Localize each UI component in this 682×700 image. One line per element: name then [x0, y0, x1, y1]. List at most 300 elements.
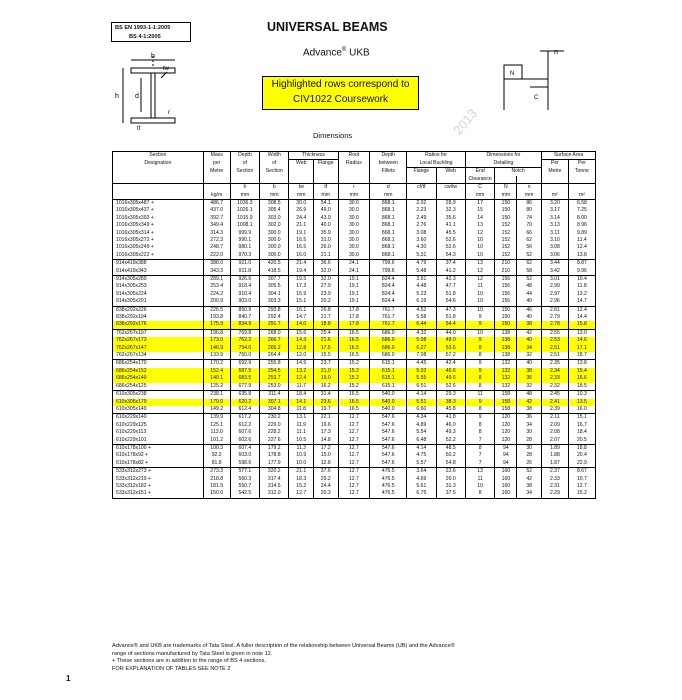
table-cell: 686.0 — [370, 352, 407, 360]
table-row — [113, 329, 596, 337]
table-cell: 160 — [495, 468, 517, 476]
table-cell: 9 — [465, 360, 494, 368]
col-radius: Radius — [338, 160, 370, 168]
table-cell: 27.9 — [313, 283, 338, 290]
table-cell: 547.6 — [370, 460, 407, 468]
table-body — [113, 199, 596, 498]
table-cell: 5.48 — [407, 268, 436, 276]
table-cell: 152 — [495, 237, 517, 244]
table-cell: 22.1 — [313, 414, 338, 422]
table-cell: 8.00 — [568, 215, 595, 222]
table-cell: 181.5 — [203, 483, 230, 490]
table-cell: 17.8 — [338, 321, 370, 329]
table-cell: 48.0 — [436, 337, 465, 344]
table-cell: 49.3 — [436, 429, 465, 436]
blank-cell — [313, 176, 338, 184]
table-cell: 603.0 — [230, 452, 259, 459]
table-cell: 18.4 — [568, 429, 595, 436]
table-cell: 36 — [517, 414, 542, 422]
table-cell: 14.6 — [568, 337, 595, 344]
table-cell: 52 — [517, 468, 542, 476]
table-cell: 8 — [465, 375, 494, 382]
table-cell: 21.1 — [289, 222, 314, 229]
table-cell: 37.4 — [436, 260, 465, 268]
col-local-buckling: Local Buckling — [407, 160, 466, 168]
watermark: 2013 — [450, 105, 481, 138]
table-cell: 612.2 — [230, 422, 259, 429]
table-cell: 311.4 — [260, 391, 289, 399]
table-cell: 40.0 — [313, 222, 338, 229]
table-cell: 14.8 — [313, 437, 338, 445]
table-cell: 289.1 — [203, 276, 230, 284]
table-cell: 2.76 — [407, 222, 436, 229]
table-cell: 38 — [517, 483, 542, 490]
table-row — [113, 375, 596, 382]
table-cell: 175.9 — [203, 321, 230, 329]
table-cell: 540.0 — [370, 391, 407, 399]
section-designation: 610x229x113 — [113, 429, 204, 436]
table-cell: 15.6 — [289, 329, 314, 337]
table-cell: 911.8 — [230, 268, 259, 276]
table-cell: 21.4 — [289, 260, 314, 268]
table-cell: 15.2 — [568, 490, 595, 498]
table-cell: 17.1 — [568, 345, 595, 352]
header-row-3b — [113, 176, 596, 184]
table-cell: 3.14 — [541, 215, 568, 222]
table-cell: 2.32 — [541, 383, 568, 391]
table-cell: 476.5 — [370, 468, 407, 476]
section-designation: 1016x305x222 + — [113, 252, 204, 260]
table-cell: 238.1 — [203, 391, 230, 399]
table-cell: 51.8 — [436, 291, 465, 298]
table-cell: 5.61 — [407, 483, 436, 490]
table-cell: 418.5 — [260, 268, 289, 276]
table-cell: 16.1 — [289, 306, 314, 314]
table-cell: 540.0 — [370, 399, 407, 406]
table-cell: 152 — [495, 222, 517, 229]
table-cell: 13.0 — [568, 329, 595, 337]
table-cell: 19.0 — [313, 375, 338, 382]
table-row — [113, 406, 596, 414]
table-cell: 30.0 — [338, 237, 370, 244]
table-cell: 4.14 — [407, 391, 436, 399]
table-cell: 32.3 — [436, 207, 465, 214]
table-cell: 5.23 — [407, 291, 436, 298]
table-cell: 29.2 — [313, 476, 338, 483]
table-cell: 12.7 — [338, 422, 370, 429]
blank-cell — [260, 176, 289, 184]
table-cell: 13.1 — [289, 414, 314, 422]
section-designation: 533x312x273 + — [113, 468, 204, 476]
table-cell: 6.75 — [407, 490, 436, 498]
table-cell: 12.7 — [338, 437, 370, 445]
table-cell: 2.78 — [541, 321, 568, 329]
blank-cell — [113, 168, 204, 176]
table-cell: 42 — [517, 399, 542, 406]
table-cell: 36.6 — [313, 260, 338, 268]
table-cell: 1026.1 — [230, 207, 259, 214]
table-cell: 47.3 — [436, 306, 465, 314]
table-cell: 918.4 — [230, 283, 259, 290]
table-cell: 30.0 — [338, 244, 370, 251]
table-cell: 25.4 — [313, 329, 338, 337]
blank-cell — [113, 192, 204, 200]
header-row-2 — [113, 160, 596, 168]
table-cell: 2.31 — [541, 483, 568, 490]
section-designation: 838x292x226 — [113, 306, 204, 314]
table-cell: 3.17 — [541, 207, 568, 214]
table-cell: 19.1 — [338, 291, 370, 298]
section-designation: 914x305x224 — [113, 291, 204, 298]
table-cell: 15.8 — [568, 321, 595, 329]
blank-cell — [407, 176, 436, 184]
table-cell: 132 — [495, 360, 517, 368]
section-designation: 1016x305x314 + — [113, 230, 204, 237]
symbol-row — [113, 184, 596, 192]
table-cell: 8 — [465, 444, 494, 452]
section-designation: 914x419x343 — [113, 268, 204, 276]
unit-n-lower: mm — [517, 192, 542, 200]
table-cell: 16.5 — [338, 352, 370, 360]
table-cell: 156 — [495, 291, 517, 298]
table-cell: 750.0 — [230, 352, 259, 360]
table-cell: 2.11 — [541, 414, 568, 422]
table-cell: 46 — [517, 306, 542, 314]
table-cell: 307.1 — [260, 399, 289, 406]
table-cell: 160 — [495, 476, 517, 483]
table-cell: 11.8 — [568, 283, 595, 290]
table-cell: 547.6 — [370, 414, 407, 422]
table-row — [113, 298, 596, 306]
table-cell: 868.1 — [370, 199, 407, 207]
table-cell: 683.5 — [230, 375, 259, 382]
table-cell: 799.6 — [370, 260, 407, 268]
sym-c: C — [465, 184, 494, 192]
table-cell: 7 — [465, 437, 494, 445]
table-cell: 10.9 — [289, 452, 314, 459]
table-cell: 28.9 — [436, 199, 465, 207]
blank-cell — [338, 168, 370, 176]
table-cell: 12.7 — [338, 460, 370, 468]
table-cell: 31.3 — [436, 483, 465, 490]
table-cell: 2.33 — [541, 476, 568, 483]
table-cell: 177.9 — [260, 460, 289, 468]
footnote-line-2: range of sections manufactured by Tata Steel is given in note 12. — [112, 650, 273, 657]
table-row — [113, 437, 596, 445]
table-cell: 86 — [517, 199, 542, 207]
table-cell: 2.51 — [541, 352, 568, 360]
table-cell: 24.1 — [338, 268, 370, 276]
header-row-1 — [113, 152, 596, 160]
col-per-2: Per — [568, 160, 595, 168]
table-cell: 16.5 — [338, 399, 370, 406]
table-cell: 16.5 — [338, 337, 370, 344]
table-cell: 43.9 — [313, 215, 338, 222]
table-cell: 607.6 — [230, 429, 259, 436]
table-cell: 754.0 — [230, 345, 259, 352]
table-cell: 173.0 — [203, 337, 230, 344]
table-cell: 40 — [517, 314, 542, 321]
col-depth: Depth — [230, 152, 259, 160]
detail-label-N: N — [510, 71, 515, 77]
table-cell: 16.6 — [568, 375, 595, 382]
table-cell: 4.34 — [407, 414, 436, 422]
section-designation: 610x229x101 — [113, 437, 204, 445]
table-row — [113, 314, 596, 321]
section-designation: 686x254x140 — [113, 375, 204, 382]
table-cell: 9.89 — [568, 230, 595, 237]
section-designation: 610x305x179 — [113, 399, 204, 406]
table-cell: 37.6 — [313, 468, 338, 476]
table-cell: 94 — [495, 444, 517, 452]
table-cell: 30.0 — [338, 252, 370, 260]
table-cell: 3.91 — [407, 276, 436, 284]
table-cell: 11.8 — [289, 406, 314, 414]
col-metre-2: Metre — [541, 168, 568, 176]
table-cell: 139.9 — [203, 414, 230, 422]
table-cell: 40 — [517, 298, 542, 306]
table-cell: 31.0 — [313, 237, 338, 244]
table-cell: 9 — [465, 399, 494, 406]
table-cell: 54.6 — [436, 298, 465, 306]
table-cell: 38.3 — [436, 399, 465, 406]
section-designation: 686x254x170 — [113, 360, 204, 368]
dimensions-table-wrapper — [112, 151, 596, 499]
table-cell: 12.4 — [568, 244, 595, 251]
table-cell: 2.07 — [541, 437, 568, 445]
table-cell: 227.6 — [260, 437, 289, 445]
sketch-label-h: h — [115, 93, 119, 100]
table-cell: 761.7 — [370, 314, 407, 321]
table-cell: 45.8 — [436, 406, 465, 414]
col-between: between — [370, 160, 407, 168]
table-cell: 320.2 — [260, 468, 289, 476]
table-cell: 7 — [465, 460, 494, 468]
table-cell: 577.1 — [230, 468, 259, 476]
sym-h: h — [230, 184, 259, 192]
table-cell: 13 — [465, 260, 494, 268]
section-designation: 762x267x197 — [113, 329, 204, 337]
sym-n-upper: N — [495, 184, 517, 192]
table-cell: 15.4 — [568, 368, 595, 375]
table-cell: 12.0 — [289, 352, 314, 360]
table-cell: 38 — [517, 321, 542, 329]
table-cell: 200.9 — [203, 298, 230, 306]
table-cell: 10.5 — [289, 437, 314, 445]
section-designation: 610x229x140 — [113, 414, 204, 422]
table-cell: 476.5 — [370, 483, 407, 490]
table-cell: 5.08 — [407, 337, 436, 344]
table-cell: 312.0 — [260, 490, 289, 498]
header-row-3 — [113, 168, 596, 176]
table-cell: 31.4 — [313, 391, 338, 399]
table-cell: 178.8 — [260, 452, 289, 459]
table-cell: 19.1 — [338, 283, 370, 290]
table-row — [113, 283, 596, 290]
table-row — [113, 468, 596, 476]
table-cell: 12.7 — [338, 483, 370, 490]
table-cell: 921.0 — [230, 260, 259, 268]
table-cell: 7.08 — [407, 352, 436, 360]
table-cell: 21.7 — [313, 314, 338, 321]
blank-cell — [436, 176, 465, 184]
table-cell: 10 — [465, 252, 494, 260]
table-cell: 30.0 — [338, 222, 370, 229]
table-cell: 52.2 — [436, 437, 465, 445]
table-cell: 13.8 — [568, 252, 595, 260]
table-cell: 5.02 — [407, 368, 436, 375]
table-cell: 34 — [517, 345, 542, 352]
table-cell: 692.9 — [230, 360, 259, 368]
table-cell: 150 — [495, 207, 517, 214]
table-cell: 26.8 — [313, 306, 338, 314]
table-cell: 158 — [495, 406, 517, 414]
table-cell: 4.89 — [407, 422, 436, 429]
table-cell: 21.0 — [313, 368, 338, 375]
col-fillets: Fillets — [370, 168, 407, 176]
table-cell: 392.7 — [203, 215, 230, 222]
sketch-label-tf: tf — [137, 126, 141, 130]
table-cell: 30.0 — [338, 199, 370, 207]
table-cell: 3.42 — [541, 268, 568, 276]
table-cell: 22.6 — [436, 468, 465, 476]
blank-cell — [113, 184, 204, 192]
sym-cf-tf: cf/tf — [407, 184, 436, 192]
table-cell: 4.32 — [407, 329, 436, 337]
standard-line-2: BS 4-1:2005 — [129, 34, 161, 40]
blank-cell — [541, 184, 568, 192]
table-cell: 222.0 — [203, 252, 230, 260]
blank-cell — [203, 176, 230, 184]
table-cell: 13.2 — [289, 368, 314, 375]
table-cell: 42 — [517, 476, 542, 483]
col-surface-area: Surface Area — [541, 152, 595, 160]
table-cell: 210 — [495, 260, 517, 268]
table-cell: 26.0 — [436, 476, 465, 483]
table-cell: 4.45 — [407, 360, 436, 368]
table-cell: 12 — [465, 268, 494, 276]
table-cell: 132 — [495, 368, 517, 375]
table-cell: 17.8 — [338, 306, 370, 314]
table-cell: 547.6 — [370, 437, 407, 445]
notch-detail-diagram — [490, 45, 580, 115]
table-cell: 868.1 — [370, 215, 407, 222]
table-cell: 52.6 — [436, 383, 465, 391]
table-cell: 16.2 — [313, 383, 338, 391]
table-cell: 48 — [517, 283, 542, 290]
table-cell: 10.0 — [289, 460, 314, 468]
table-cell: 14.1 — [289, 399, 314, 406]
note-line-1: Highlighted rows correspond to — [271, 79, 410, 90]
col-section-1: Section — [230, 168, 259, 176]
table-cell: 2.81 — [541, 306, 568, 314]
table-cell: 138 — [495, 337, 517, 344]
footnote-line-4: FOR EXPLANATION OF TABLES SEE NOTE 2 — [112, 665, 231, 672]
table-cell: 23.9 — [313, 291, 338, 298]
section-designation: 610x178x100 + — [113, 444, 204, 452]
blank-cell — [113, 176, 204, 184]
table-cell: 2.45 — [541, 391, 568, 399]
table-cell: 6.48 — [407, 437, 436, 445]
table-cell: 156 — [495, 276, 517, 284]
col-mass: Mass — [203, 152, 230, 160]
blank-cell — [203, 184, 230, 192]
table-cell: 10 — [465, 244, 494, 251]
section-designation: 1016x305x272 + — [113, 237, 204, 244]
table-cell: 602.6 — [230, 437, 259, 445]
table-row — [113, 345, 596, 352]
table-cell: 4.69 — [407, 476, 436, 483]
table-cell: 3.13 — [541, 222, 568, 229]
table-cell: 23.6 — [313, 399, 338, 406]
col-width: Width — [260, 152, 289, 160]
sym-r: r — [338, 184, 370, 192]
table-cell: 2.23 — [407, 207, 436, 214]
table-cell: 300.0 — [260, 237, 289, 244]
table-cell: 149.2 — [203, 406, 230, 414]
table-cell: 476.5 — [370, 476, 407, 483]
table-row — [113, 321, 596, 329]
table-cell: 15.2 — [289, 483, 314, 490]
table-cell: 19.7 — [313, 406, 338, 414]
blank-cell — [313, 168, 338, 176]
table-cell: 5.58 — [407, 314, 436, 321]
section-designation: 1016x305x249 + — [113, 244, 204, 251]
table-cell: 635.8 — [230, 391, 259, 399]
table-cell: 4.75 — [407, 452, 436, 459]
blank-cell — [541, 176, 568, 184]
table-cell: 28 — [517, 437, 542, 445]
table-cell: 542.5 — [230, 490, 259, 498]
table-cell: 617.2 — [230, 414, 259, 422]
table-row — [113, 291, 596, 298]
table-cell: 268.0 — [260, 329, 289, 337]
table-cell: 686.0 — [370, 329, 407, 337]
table-cell: 44 — [517, 291, 542, 298]
table-cell: 17 — [465, 199, 494, 207]
table-cell: 101.2 — [203, 437, 230, 445]
table-cell: 150.6 — [203, 490, 230, 498]
table-cell: 612.4 — [230, 406, 259, 414]
table-row — [113, 444, 596, 452]
table-cell: 824.4 — [370, 283, 407, 290]
col-detailing: Detailing — [465, 160, 541, 168]
table-cell: 2.34 — [541, 368, 568, 375]
table-cell: 305.4 — [260, 207, 289, 214]
table-cell: 903.0 — [230, 298, 259, 306]
table-cell: 437.0 — [203, 207, 230, 214]
table-cell: 52.6 — [436, 237, 465, 244]
table-cell: 42.3 — [436, 276, 465, 284]
table-cell: 620.2 — [230, 399, 259, 406]
unit-h: mm — [230, 192, 259, 200]
table-cell: 18.5 — [568, 383, 595, 391]
table-cell: 11 — [465, 391, 494, 399]
table-cell: 824.4 — [370, 291, 407, 298]
table-row — [113, 252, 596, 260]
col-clearance: Clearance — [465, 176, 494, 184]
table-row — [113, 490, 596, 498]
table-cell: 7 — [465, 452, 494, 459]
table-cell: 990.1 — [230, 237, 259, 244]
table-cell: 14.7 — [568, 298, 595, 306]
table-cell: 4.52 — [407, 306, 436, 314]
unit-tw: mm — [289, 192, 314, 200]
table-cell: 303.3 — [260, 298, 289, 306]
table-row — [113, 207, 596, 214]
table-cell: 314.5 — [260, 483, 289, 490]
table-cell: 19.5 — [289, 276, 314, 284]
